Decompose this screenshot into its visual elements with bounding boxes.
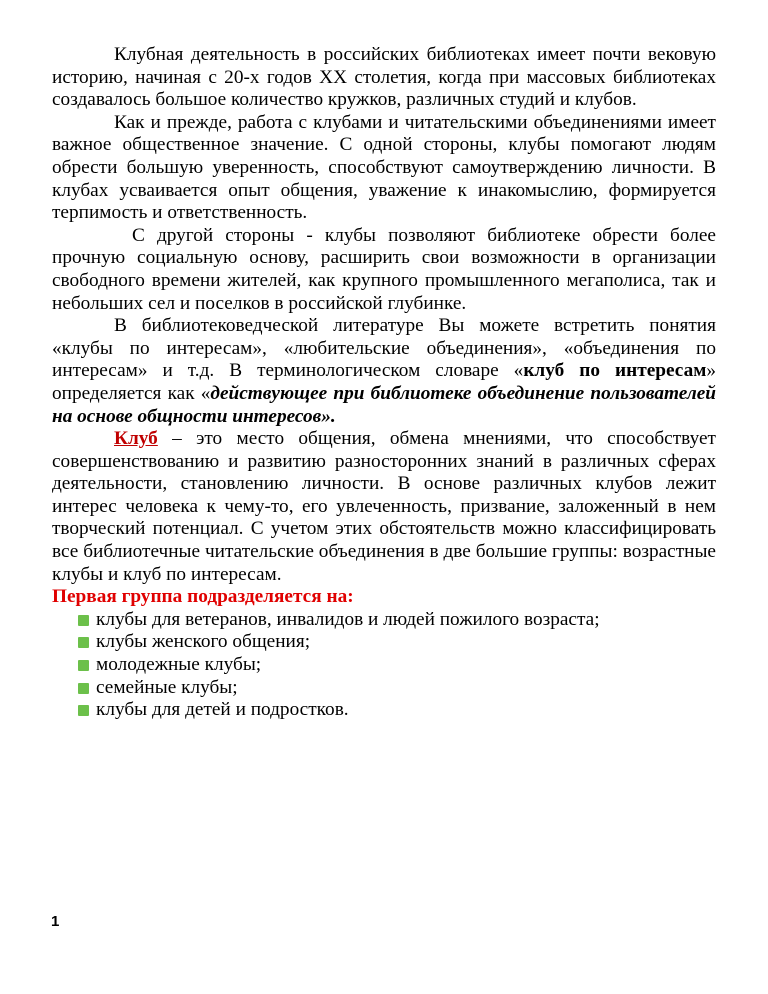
green-square-bullet-icon [78, 683, 89, 694]
list-item-text: семейные клубы; [96, 676, 238, 698]
green-square-bullet-icon [78, 660, 89, 671]
list-item-text: клубы для ветеранов, инвалидов и людей пожилого возраста; [96, 608, 600, 630]
list-item [76, 609, 716, 632]
paragraph-importance: Как и прежде, работа с клубами и читательскими объединениями имеет важное общественное значение. С одной стороны, клубы помогают людям обрести большую уверенность, способствуют самоутверждению личности. В клубах усваивается опыт общения, уважение к инакомыслию, формируется терпимость и ответственность. [52, 111, 716, 224]
paragraph-other-side: С другой стороны - клубы позволяют библиотеке обрести более прочную социальную основу, расширить свои возможности в организации свободного времени жителей, как крупного промышленного мегаполиса, так и небольших сел и поселков в российской глубинке. [52, 224, 716, 314]
paragraph-terminology [52, 315, 716, 428]
list-item-text: клубы женского общения; [96, 631, 311, 653]
terminology-middle: » определяется как « [52, 360, 716, 404]
paragraph-club-definition [52, 428, 716, 586]
group-heading: Первая группа подразделяется на: [52, 586, 354, 608]
paragraph-history: Клубная деятельность в российских библиотеках имеет почти вековую историю, начиная с 20-х годов XX столетия, когда при массовых библиотеках создавалось большое количество кружков, различных студий и клубов. [52, 44, 716, 111]
list-item [76, 699, 716, 722]
term-club-by-interest: клуб по интересам [523, 360, 707, 382]
green-square-bullet-icon [78, 637, 89, 648]
document-body [52, 44, 716, 722]
list-item-text: молодежные клубы; [96, 654, 262, 676]
list-item [76, 677, 716, 700]
club-definition-text: – это место общения, обмена мнениями, что способствует совершенствованию и развитию разносторонних знаний в различных сферах деятельности, становлению личности. В основе различных клубов лежит интерес человека к чему-то, его увлеченность, призвание, заложенный в нем творческий потенциал. С учетом этих обстоятельств можно классифицировать все библиотечные читательские объединения в две большие группы: возрастные клубы и клуб по интересам. [52, 428, 716, 585]
list-item-text: клубы для детей и подростков. [96, 699, 349, 721]
terminology-intro: В библиотековедческой литературе Вы можете встретить понятия «клубы по интересам», «любительские объединения», «объединения по интересам» и т.д. В терминологическом словаре « [52, 315, 716, 382]
green-square-bullet-icon [78, 615, 89, 626]
club-term-link[interactable]: Клуб [114, 428, 158, 450]
green-square-bullet-icon [78, 705, 89, 716]
list-item [76, 631, 716, 654]
term-definition: действующее при библиотеке объединение пользователей на основе общности интересов». [52, 382, 716, 427]
page-number: 1 [51, 913, 60, 930]
list-item [76, 654, 716, 677]
club-types-list [52, 609, 716, 722]
